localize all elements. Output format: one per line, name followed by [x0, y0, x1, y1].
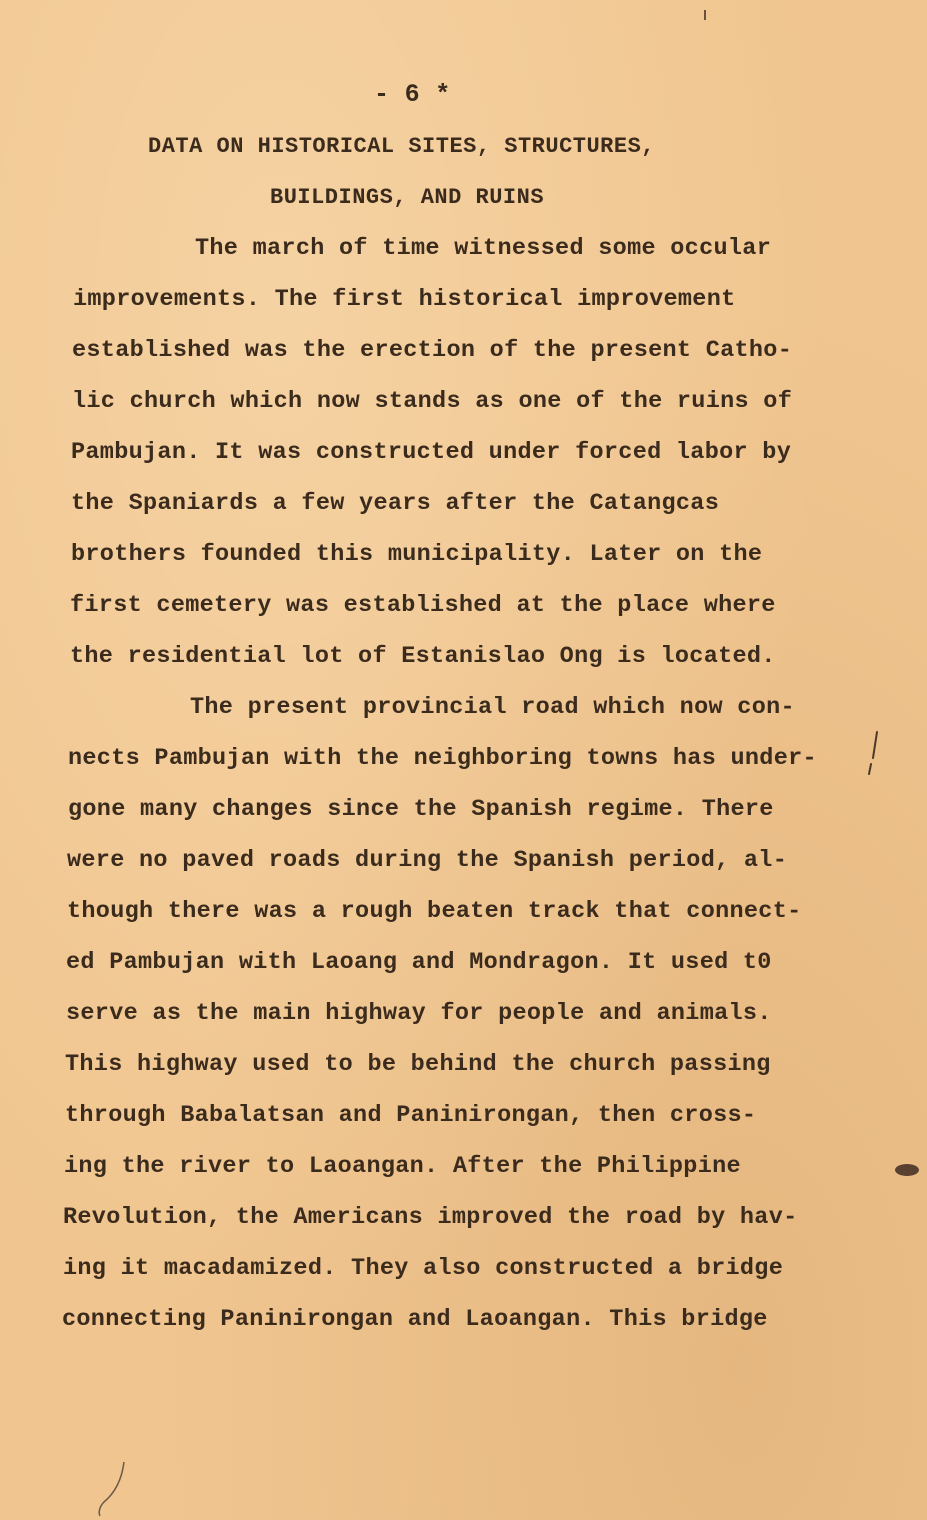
body-line: The present provincial road which now con-: [190, 694, 795, 721]
body-line: improvements. The first historical improvement: [73, 286, 736, 313]
ink-smudge: [892, 1160, 922, 1180]
body-line: gone many changes since the Spanish regime. There: [68, 796, 774, 823]
body-line: ing it macadamized. They also constructed a bridge: [63, 1255, 784, 1282]
body-line: nects Pambujan with the neighboring towns has under-: [68, 745, 817, 772]
body-line: established was the erection of the present Catho-: [72, 337, 793, 364]
heading-line-1: DATA ON HISTORICAL SITES, STRUCTURES,: [148, 134, 655, 159]
body-line: ing the river to Laoangan. After the Philippine: [64, 1153, 741, 1180]
pen-tick-mark: [863, 728, 883, 778]
body-line: Pambujan. It was constructed under forced labor by: [71, 439, 792, 466]
body-line: Revolution, the Americans improved the road by hav-: [63, 1204, 798, 1231]
body-line: lic church which now stands as one of the ruins of: [72, 388, 793, 415]
pencil-scribble: [92, 1458, 132, 1518]
body-line: serve as the main highway for people and animals.: [66, 1000, 772, 1027]
body-line: connecting Paninirongan and Laoangan. This bridge: [62, 1306, 768, 1333]
body-line: were no paved roads during the Spanish period, al-: [67, 847, 788, 874]
heading-line-2: BUILDINGS, AND RUINS: [270, 185, 545, 210]
body-line: first cemetery was established at the place where: [70, 592, 776, 619]
body-line: This highway used to be behind the church passing: [65, 1051, 771, 1078]
body-line: though there was a rough beaten track that connect-: [67, 898, 802, 925]
body-line: the residential lot of Estanislao Ong is located.: [70, 643, 776, 670]
paper-speck: [700, 8, 710, 24]
body-line: through Babalatsan and Paninirongan, then cross-: [65, 1102, 757, 1129]
body-line: ed Pambujan with Laoang and Mondragon. It used t0: [66, 949, 772, 976]
body-line: the Spaniards a few years after the Catangcas: [71, 490, 720, 517]
body-line: The march of time witnessed some occular: [195, 235, 772, 262]
body-line: brothers founded this municipality. Later on the: [71, 541, 763, 568]
page-number: - 6 *: [374, 80, 451, 109]
